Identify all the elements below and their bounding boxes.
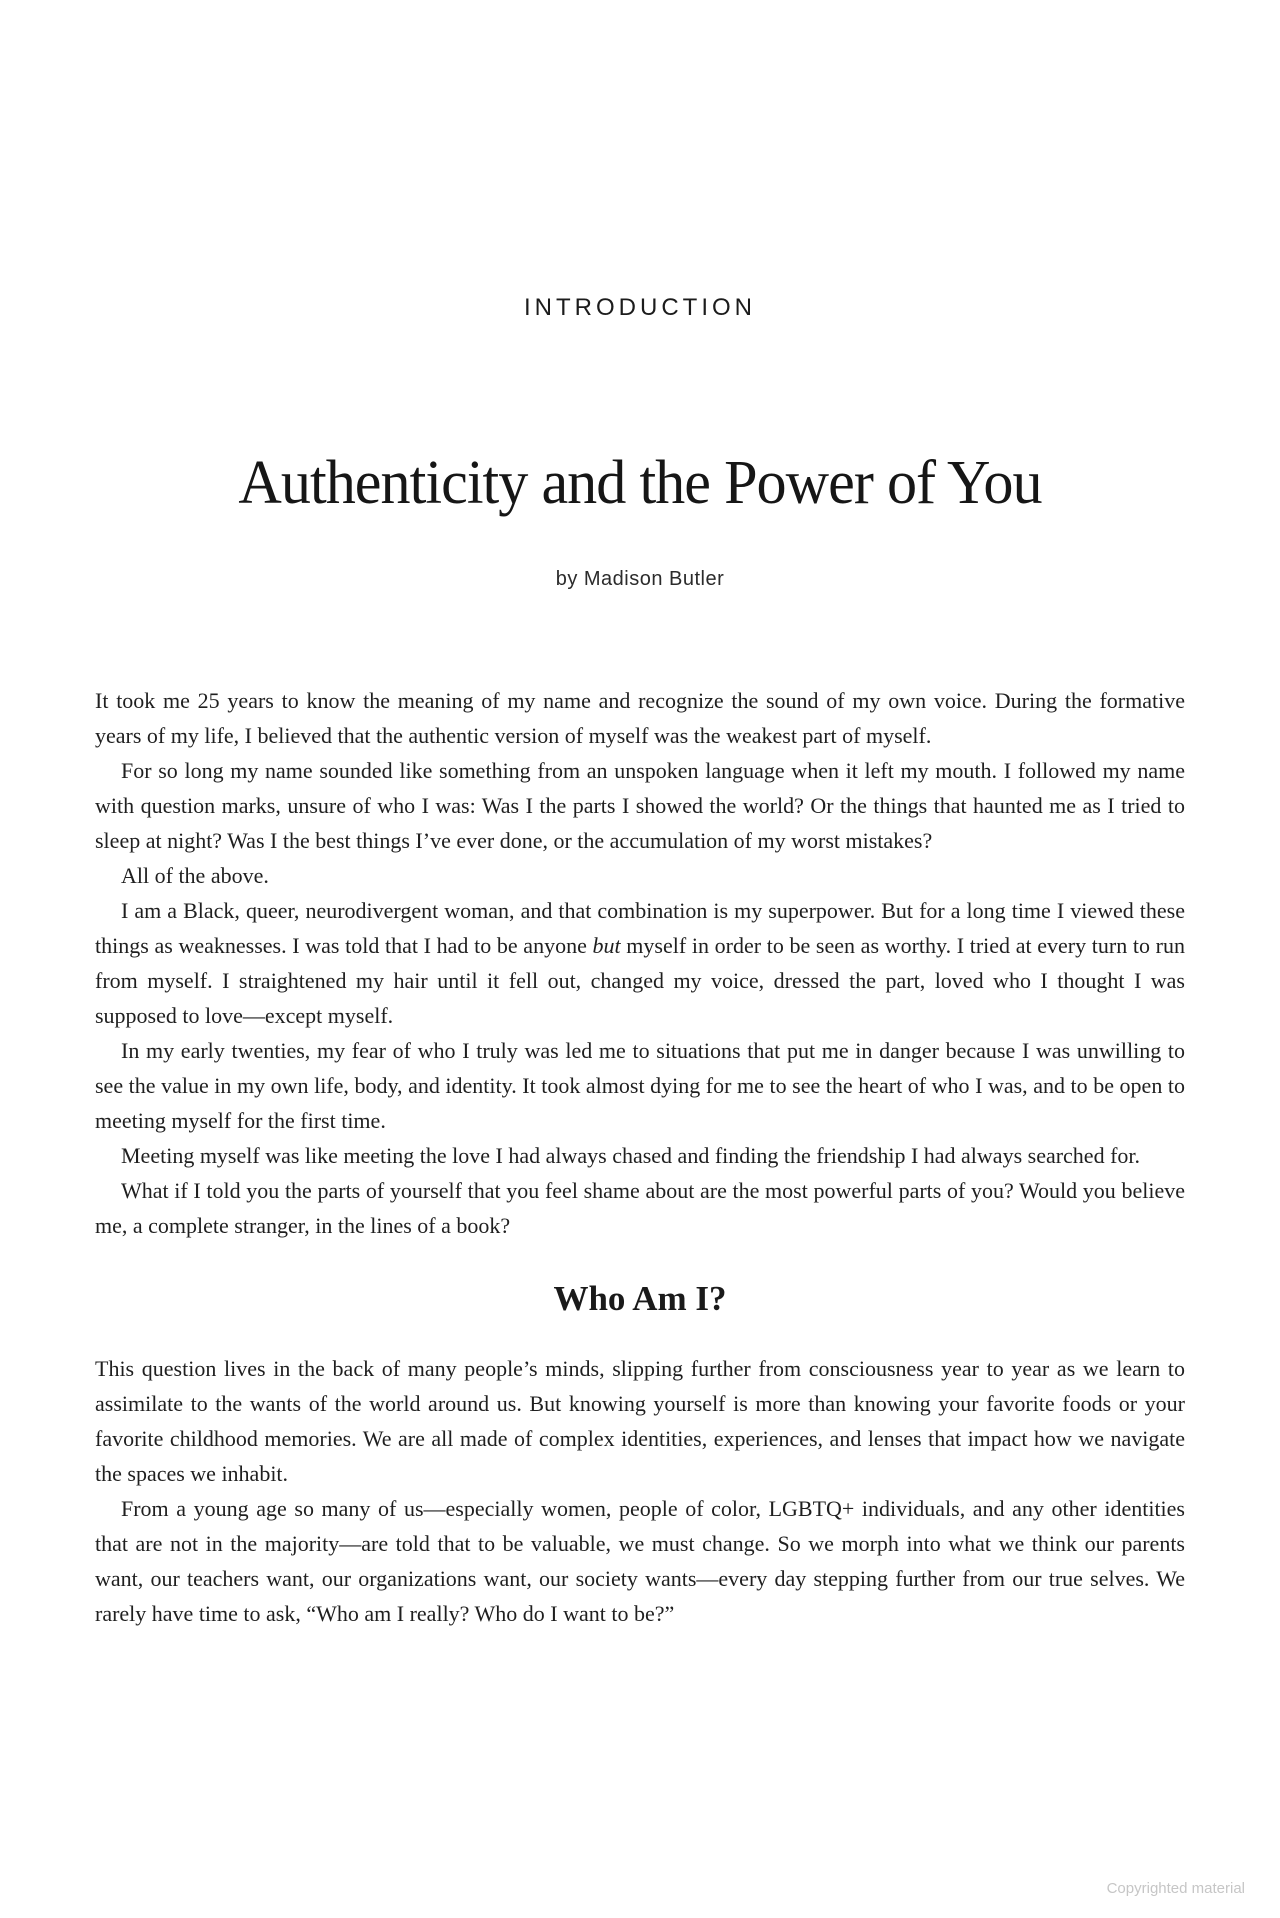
paragraph — [95, 893, 1185, 1033]
chapter-kicker: INTRODUCTION — [524, 294, 756, 321]
text-run: Meeting myself was like meeting the love I had always chased and finding the friendship I had always searched for. — [121, 1143, 1141, 1168]
paragraph — [95, 753, 1185, 858]
byline: by Madison Butler — [555, 568, 725, 590]
body-text-intro — [95, 683, 1185, 1243]
text-run: I am a Black, queer, neurodivergent woman, and that combination is my superpower. But for a long time I viewed these things as weaknesses. I was told that I had to be anyone — [95, 898, 1185, 958]
section-heading: Who Am I? — [553, 1279, 727, 1318]
paragraph — [95, 683, 1185, 753]
paragraph — [95, 1033, 1185, 1138]
paragraph — [95, 1138, 1185, 1173]
text-run: All of the above. — [121, 863, 269, 888]
text-run: From a young age so many of us—especially women, people of color, LGBTQ+ individuals, and any other identities that are not in the majority—are told that to be valuable, we must change. So we morph into what we think our parents want, our teachers want, our organizations want, our society wants—every day stepping further from our true selves. We rarely have time to ask, “Who am I really? Who do I want to be?” — [95, 1496, 1185, 1626]
paragraph — [95, 1173, 1185, 1243]
paragraph — [95, 1351, 1185, 1491]
italic-text-run: but — [592, 933, 621, 958]
body-text-who-am-i — [95, 1351, 1185, 1631]
chapter-title: Authenticity and the Power of You — [238, 449, 1042, 517]
text-run: This question lives in the back of many people’s minds, slipping further from consciousness year to year as we learn to assimilate to the wants of the world around us. But knowing yourself is more than knowing your favorite foods or your favorite childhood memories. We are all made of complex identities, experiences, and lenses that impact how we navigate the spaces we inhabit. — [95, 1356, 1185, 1486]
text-run: It took me 25 years to know the meaning of my name and recognize the sound of my own voice. During the formative years of my life, I believed that the authentic version of myself was the weakest part of myself. — [95, 688, 1185, 748]
paragraph — [95, 1491, 1185, 1631]
paragraph — [95, 858, 1185, 893]
text-run: In my early twenties, my fear of who I truly was led me to situations that put me in danger because I was unwilling to see the value in my own life, body, and identity. It took almost dying for me to see the heart of who I was, and to be open to meeting myself for the first time. — [95, 1038, 1185, 1133]
text-run: myself in order to be seen as worthy. I tried at every turn to run from myself. I straightened my hair until it fell out, changed my voice, dressed the part, loved who I thought I was supposed to love—except myself. — [95, 933, 1185, 1028]
text-run: What if I told you the parts of yourself that you feel shame about are the most powerful parts of you? Would you believe me, a complete stranger, in the lines of a book? — [95, 1178, 1185, 1238]
text-run: For so long my name sounded like something from an unspoken language when it left my mouth. I followed my name with question marks, unsure of who I was: Was I the parts I showed the world? Or the things that haunted me as I tried to sleep at night? Was I the best things I’ve ever done, or the accumulation of my worst mistakes? — [95, 758, 1185, 853]
copyright-watermark: Copyrighted material — [1106, 1880, 1245, 1897]
